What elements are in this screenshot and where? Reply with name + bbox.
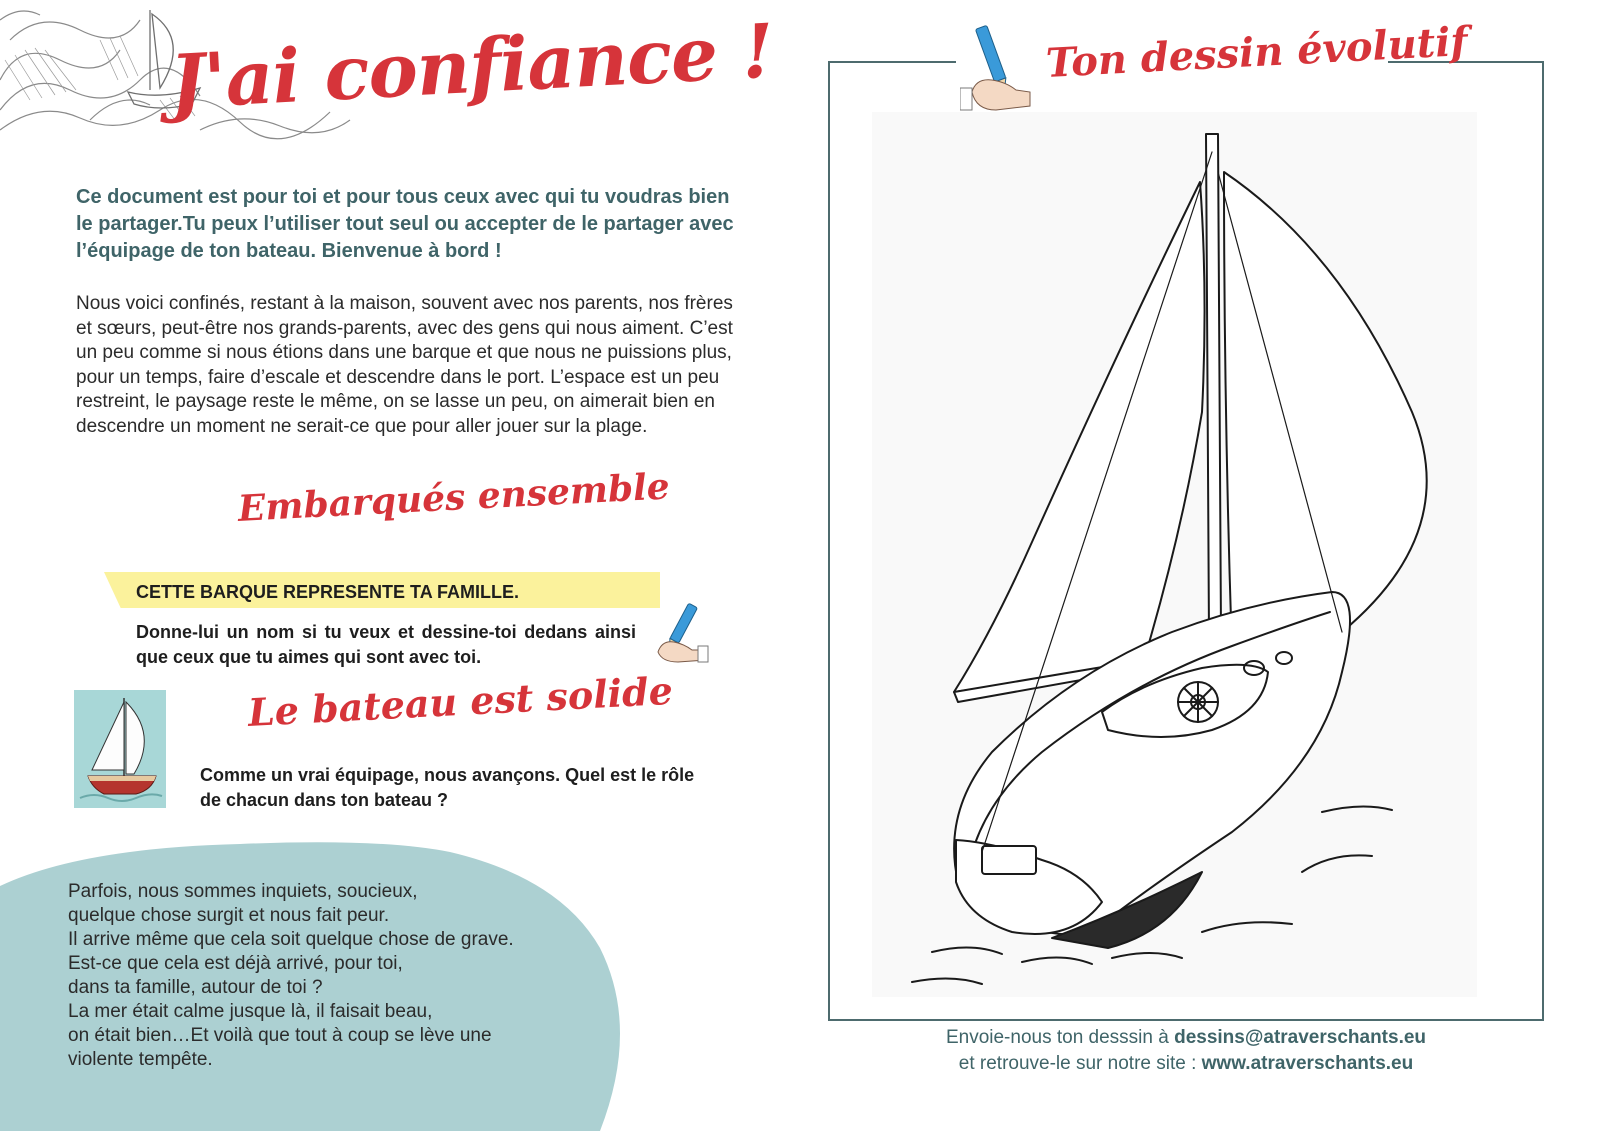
sailboat-icon [74, 690, 166, 808]
pencil-hand-icon [648, 600, 710, 664]
storm-line: dans ta famille, autour de toi ? [68, 977, 323, 998]
family-highlight-text: CETTE BARQUE REPRESENTE TA FAMILLE. [136, 582, 520, 602]
storm-paragraph [68, 880, 568, 1072]
website-link[interactable]: www.atraverschants.eu [1201, 1053, 1414, 1074]
site-prefix: et retrouve-le sur notre site : [958, 1053, 1202, 1074]
intro-paragraph: Nous voici confinés, restant à la maison, souvent avec nos parents, nos frères et sœurs, peut-être nos grands-parents, avec des gens qui nous aiment. C’est un peu comme si nous étions dans une barque et que nous ne puissions plus, pour un temps, faire d’escale et descendre dans le port. L’espace est un peu restreint, le paysage reste le même, on se lasse un peu, on aimerait bien en descendre un moment ne serait-ce que pour aller jouer sur la plage. [76, 293, 733, 437]
send-drawing-info [828, 1025, 1544, 1077]
send-line-2 [828, 1051, 1544, 1077]
storm-line: La mer était calme jusque là, il faisait beau, [68, 1001, 433, 1022]
frame-title: Ton dessin évolutif [1044, 17, 1469, 87]
storm-line: Est-ce que cela est déjà arrivé, pour toi, [68, 953, 403, 974]
pencil-hand-icon [960, 22, 1036, 114]
intro-paragraph-bold: Ce document est pour toi et pour tous ceux avec qui tu voudras bien le partager.Tu peux l’utiliser tout seul ou accepter de le partager avec l’équipage de ton bateau. Bienvenue à bord ! [76, 186, 734, 262]
send-prefix: Envoie-nous ton desssin à [945, 1027, 1175, 1048]
page-title: J'ai confiance ! [167, 8, 776, 126]
storm-line: Il arrive même que cela soit quelque chose de grave. [68, 929, 514, 950]
storm-line: quelque chose surgit et nous fait peur. [68, 905, 390, 926]
family-instructions: Donne-lui un nom si tu veux et dessine-toi dedans ainsi que ceux que tu aimes qui sont avec toi. [136, 622, 636, 667]
storm-line: Parfois, nous sommes inquiets, soucieux, [68, 881, 418, 902]
storm-line: on était bien…Et voilà que tout à coup se lève une [68, 1025, 492, 1046]
email-link[interactable]: dessins@atraverschants.eu [1174, 1027, 1427, 1048]
send-line-1 [828, 1025, 1544, 1051]
heading-bateau-solide: Le bateau est solide [246, 667, 674, 735]
storm-line: violente tempête. [68, 1049, 213, 1070]
heading-embarques-ensemble: Embarqués ensemble [236, 465, 671, 530]
crew-question: Comme un vrai équipage, nous avançons. Quel est le rôle de chacun dans ton bateau ? [200, 765, 695, 810]
sailboat-coloring-drawing[interactable] [872, 112, 1477, 997]
